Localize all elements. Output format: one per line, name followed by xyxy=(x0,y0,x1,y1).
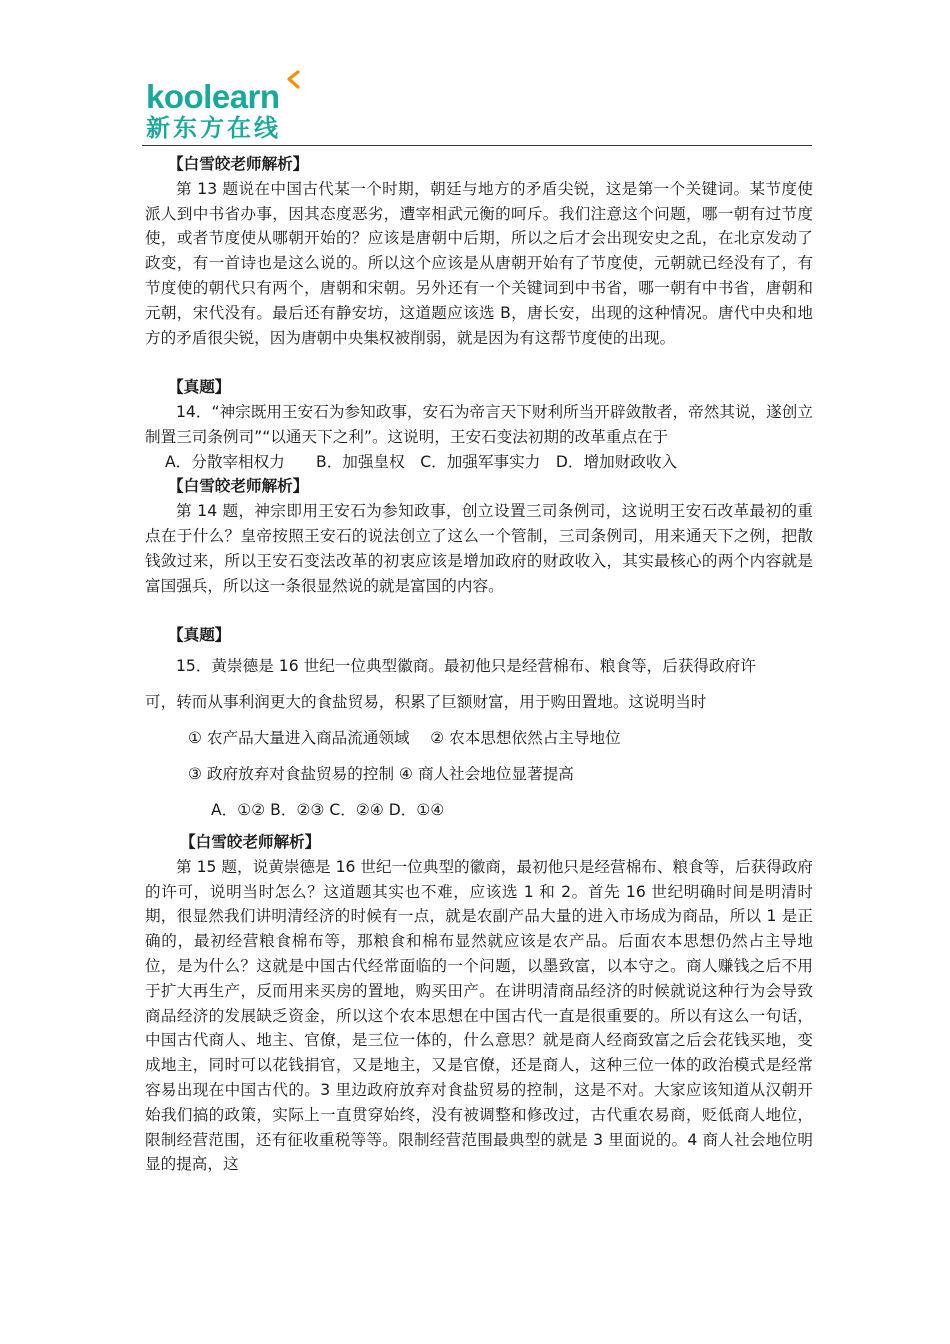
spacer xyxy=(145,598,813,623)
q14-heading: 【真题】 xyxy=(168,378,231,397)
q15-stem-line-1: 15．黄崇德是 16 世纪一位典型徽商。最初他只是经营棉布、粮食等，后获得政府许 xyxy=(176,656,756,675)
logo-chinese-name: 新东方在线 xyxy=(146,114,281,142)
q15-stem-line-2: 可，转而从事利润更大的食盐贸易，积累了巨额财富，用于购田置地。这说明当时 xyxy=(145,692,707,711)
q13-analysis-text: 第 13 题说在中国古代某一个时期，朝廷与地方的矛盾尖锐，这是第一个关键词。某节度使派人到中书省办事，因其态度恶劣，遭宰相武元衡的呵斥。我们注意这个问题，哪一朝有过节度使，或者节度使从哪朝开始的？应该是唐朝中后期，所以之后才会出现安史之乱，在北京发动了政变，有一首诗也是这么说的。所以这个应该是从唐朝开始有了节度使，元朝就已经没有了，有节度使的朝代只有两个，唐朝和宋朝。另外还有一个关键词到中书省，哪一朝有中书省，唐朝和元朝，宋代没有。最后还有静安坊，这道题应该选 B，唐长安，出现的这种情况。唐代中央和地方的矛盾很尖锐，因为唐朝中央集权被削弱，就是因为有这帮节度使的出现。 xyxy=(145,179,813,347)
document-body xyxy=(145,152,813,1177)
q15-options: A．①② B．②③ C．②④ D．①④ xyxy=(211,800,445,819)
logo-chevron-icon xyxy=(284,70,302,90)
q13-analysis-heading: 【白雪皎老师解析】 xyxy=(168,155,309,173)
q14-options: A．分散宰相权力 B．加强皇权 C．加强军事实力 D．增加财政收入 xyxy=(165,452,678,471)
spacer xyxy=(145,350,813,375)
q15-analysis-text: 第 15 题，说黄崇德是 16 世纪一位典型的徽商，最初他只是经营棉布、粮食等，后获得政府的许可，说明当时怎么？这道题其实也不难，应该选 1 和 2。首先 16 世纪明确时间是明清时期，很显然我们讲明清经济的时候有一点，就是农副产品大量的进入市场成为商品，所以 1 是正确的，最初经营粮食棉布等，那粮食和棉布显然就应该是农产品。后面农本思想仍然占主导地位，是为什么？这就是中国古代经常面临的一个问题，以墨致富，以本守之。商人赚钱之后不用于扩大再生产，反而用来买房的置地，购买田产。在讲明清商品经济的时候就说这种行为会导致商品经济的发展缺乏资金，所以这个农本思想在中国古代一直是很重要的。所以有这么一句话，中国古代商人、地主、官僚，是三位一体的，什么意思？就是商人经商致富之后会花钱买地，变成地主，同时可以花钱捐官，又是地主，又是官僚，还是商人，这种三位一体的政治模式是经常容易出现在中国古代的。3 里边政府放弃对食盐贸易的控制，这是不对。大家应该知道从汉朝开始我们搞的政策，实际上一直贯穿始终，没有被调整和修改过，古代重农易商，贬低商人地位，限制经营范围，还有征收重税等等。限制经营范围最典型的就是 3 里面说的。4 商人社会地位明显的提高，这 xyxy=(145,857,813,1174)
q14-analysis-text: 第 14 题，神宗即用王安石为参知政事，创立设置三司条例司，这说明王安石改革最初的重点在于什么？皇帝按照王安石的说法创立了这么一个管制，三司条例司，用来通天下之例，把散钱敛过来，所以王安石变法改革的初衷应该是增加政府的财政收入，其实最核心的两个内容就是富国强兵，所以这一条很显然说的就是富国的内容。 xyxy=(145,502,813,595)
q15-analysis-heading: 【白雪皎老师解析】 xyxy=(180,832,321,851)
logo-wordmark: koolearn xyxy=(146,78,280,115)
q14-stem: 14．“神宗既用王安石为参知政事，安石为帝言天下财利所当开辟敛散者，帝然其说，遂创立制置三司条例司”“以通天下之利”。这说明，王安石变法初期的改革重点在于 xyxy=(145,402,813,446)
q14-analysis-heading: 【白雪皎老师解析】 xyxy=(168,477,309,496)
q15-choice-line-1: ① 农产品大量进入商品流通领域 ② 农本思想依然占主导地位 xyxy=(188,728,621,747)
koolearn-logo xyxy=(146,70,306,142)
header-divider xyxy=(142,145,812,146)
q15-choice-line-2: ③ 政府放弃对食盐贸易的控制 ④ 商人社会地位显著提高 xyxy=(188,764,574,783)
q15-heading: 【真题】 xyxy=(168,626,231,645)
